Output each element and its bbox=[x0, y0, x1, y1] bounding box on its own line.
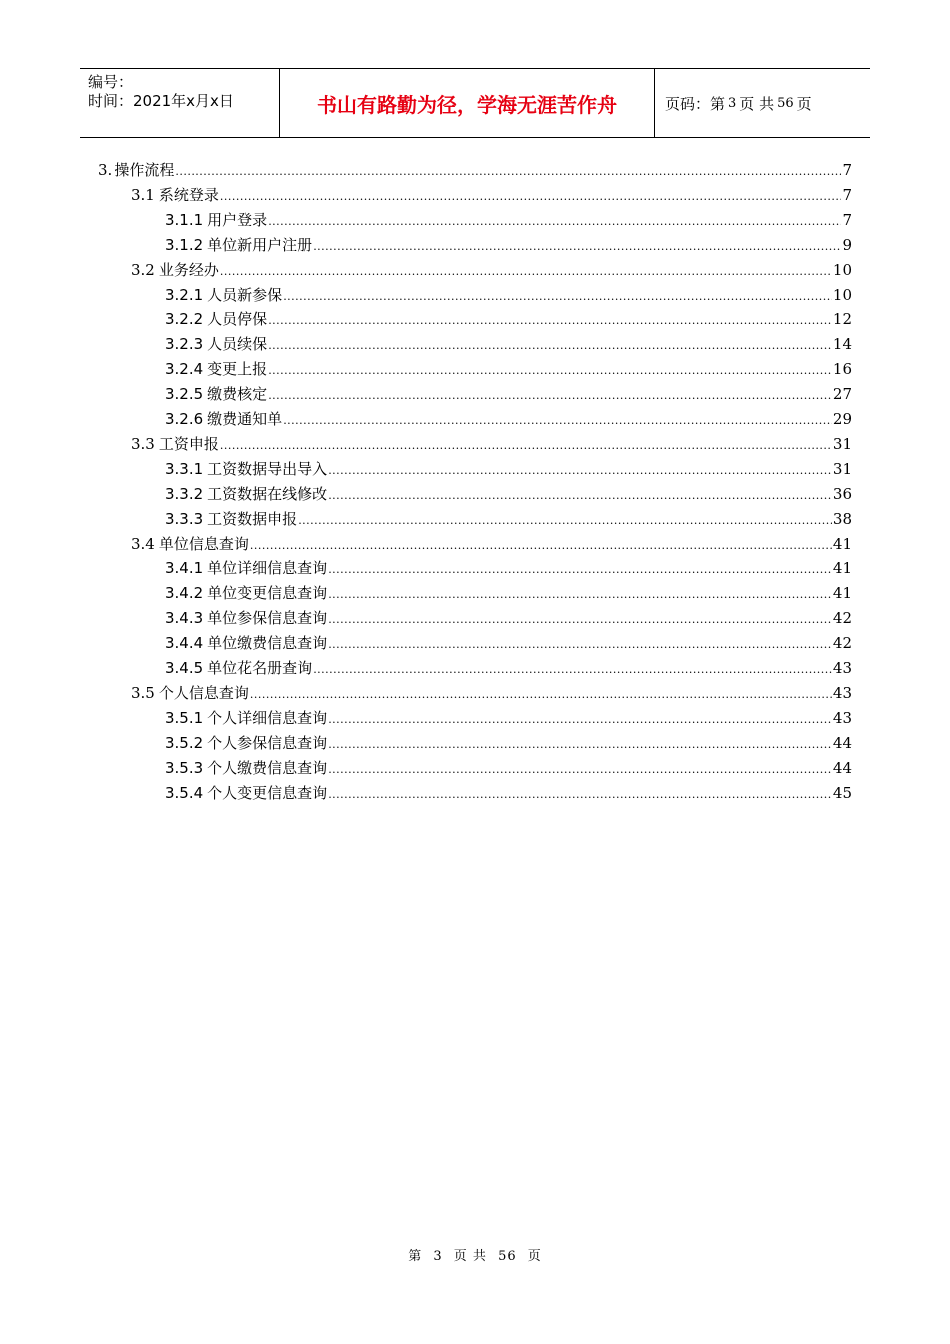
footer-suffix: 页 bbox=[527, 1249, 542, 1264]
toc-leader-dots bbox=[328, 633, 832, 657]
toc-entry[interactable] bbox=[165, 332, 852, 356]
toc-leader-dots bbox=[328, 558, 832, 582]
toc-leader-dots bbox=[268, 359, 832, 383]
toc-entry-number: 3.5.4 bbox=[165, 783, 204, 802]
toc-leader-dots bbox=[313, 658, 832, 682]
toc-entry-title: 个人缴费信息查询 bbox=[207, 758, 328, 777]
toc-leader-dots bbox=[283, 285, 832, 309]
toc-entry[interactable] bbox=[165, 606, 852, 630]
page-prefix: 页码：第 bbox=[665, 94, 726, 113]
toc-entry-number: 3.4.3 bbox=[165, 609, 204, 628]
toc-entry[interactable] bbox=[165, 781, 852, 805]
toc-entry-title: 用户登录 bbox=[207, 210, 268, 229]
toc-entry-page: 7 bbox=[842, 185, 852, 204]
toc-entry[interactable] bbox=[165, 656, 852, 680]
toc-entry-number: 3.5.3 bbox=[165, 758, 204, 777]
footer-prefix: 第 bbox=[408, 1249, 423, 1264]
toc-entry-number: 3.1 bbox=[131, 185, 155, 204]
toc-leader-dots bbox=[328, 459, 832, 483]
page-suffix: 页 bbox=[796, 94, 812, 113]
toc-entry[interactable] bbox=[165, 233, 852, 257]
toc-entry-title: 业务经办 bbox=[158, 260, 219, 279]
header-motto: 书山有路勤为径，学海无涯苦作舟 bbox=[280, 69, 655, 137]
toc-entry-number: 3.4 bbox=[131, 534, 155, 553]
toc-entry-number: 3.1.1 bbox=[165, 210, 204, 229]
toc-entry[interactable] bbox=[165, 731, 852, 755]
toc-entry-title: 单位信息查询 bbox=[158, 534, 249, 553]
page-current: 3 bbox=[728, 95, 737, 111]
toc-entry-page: 36 bbox=[832, 484, 852, 503]
toc-entry[interactable] bbox=[165, 457, 852, 481]
toc-entry[interactable] bbox=[131, 681, 852, 705]
toc-leader-dots bbox=[328, 733, 832, 757]
toc-entry-title: 工资申报 bbox=[158, 434, 219, 453]
toc-entry-number: 3.2.5 bbox=[165, 385, 204, 404]
toc-entry[interactable] bbox=[165, 756, 852, 780]
toc-entry-page: 43 bbox=[832, 659, 852, 677]
toc-entry-page: 41 bbox=[832, 584, 852, 603]
toc-entry-page: 31 bbox=[832, 459, 852, 478]
toc-entry-number: 3.3.2 bbox=[165, 484, 204, 503]
toc-entry-number: 3.2.3 bbox=[165, 335, 204, 354]
toc-entry-number: 3.3.1 bbox=[165, 459, 204, 478]
toc-entry-number: 3.2.2 bbox=[165, 310, 204, 329]
toc-entry-page: 42 bbox=[832, 634, 852, 653]
toc-entry[interactable] bbox=[165, 631, 852, 655]
header-meta bbox=[80, 69, 280, 137]
toc-entry-page: 44 bbox=[832, 733, 852, 752]
toc-entry-page: 12 bbox=[832, 310, 852, 329]
page-footer bbox=[0, 1245, 950, 1264]
toc-entry-number: 3.4.4 bbox=[165, 634, 204, 653]
toc-entry-number: 3.2.4 bbox=[165, 360, 204, 379]
toc-entry[interactable] bbox=[165, 283, 852, 307]
toc-entry-page: 9 bbox=[842, 235, 852, 254]
toc-entry-title: 单位参保信息查询 bbox=[207, 609, 328, 628]
toc-leader-dots bbox=[220, 185, 842, 209]
toc-entry-page: 43 bbox=[832, 708, 852, 727]
toc-entry-page: 27 bbox=[832, 385, 852, 404]
footer-current: 3 bbox=[433, 1249, 443, 1264]
toc-entry-page: 16 bbox=[832, 360, 852, 379]
toc-leader-dots bbox=[268, 210, 841, 234]
toc-entry-number: 3.4.1 bbox=[165, 559, 204, 578]
toc-entry-page: 14 bbox=[832, 335, 852, 354]
toc-entry-title: 操作流程 bbox=[114, 161, 175, 179]
toc-entry[interactable] bbox=[165, 407, 852, 431]
toc-entry-number: 3.5.1 bbox=[165, 708, 204, 727]
toc-entry-page: 31 bbox=[832, 434, 852, 453]
toc-entry-page: 43 bbox=[832, 683, 852, 702]
toc-leader-dots bbox=[328, 758, 832, 782]
toc-leader-dots bbox=[328, 783, 832, 807]
toc-entry-number: 3.2 bbox=[131, 260, 155, 279]
toc-entry-page: 41 bbox=[832, 534, 852, 553]
toc-entry[interactable] bbox=[165, 507, 852, 531]
toc-entry[interactable] bbox=[165, 706, 852, 730]
toc-entry-page: 7 bbox=[842, 161, 852, 179]
toc-entry[interactable] bbox=[131, 432, 852, 456]
toc-entry-title: 人员停保 bbox=[207, 310, 268, 329]
toc-entry-title: 单位详细信息查询 bbox=[207, 559, 328, 578]
toc-entry[interactable] bbox=[165, 307, 852, 331]
toc-entry-title: 个人详细信息查询 bbox=[207, 708, 328, 727]
toc-entry-number: 3.2.6 bbox=[165, 410, 204, 428]
toc-entry-page: 41 bbox=[832, 559, 852, 578]
toc-entry-number: 3.5 bbox=[131, 683, 155, 702]
toc-entry-page: 7 bbox=[842, 210, 852, 229]
toc-leader-dots bbox=[313, 235, 841, 259]
toc-leader-dots bbox=[268, 309, 832, 333]
toc-entry-page: 45 bbox=[832, 783, 852, 802]
toc-entry[interactable] bbox=[165, 482, 852, 506]
code-label: 编号： bbox=[88, 73, 134, 91]
toc-entry[interactable] bbox=[165, 581, 852, 605]
footer-total: 56 bbox=[498, 1249, 517, 1264]
toc-entry-number: 3.4.5 bbox=[165, 659, 204, 677]
toc-entry-page: 10 bbox=[832, 260, 852, 279]
toc-entry[interactable] bbox=[165, 208, 852, 232]
toc-entry-title: 工资数据申报 bbox=[207, 509, 298, 528]
toc-leader-dots bbox=[328, 608, 832, 632]
toc-leader-dots bbox=[250, 683, 832, 707]
toc-entry-title: 工资数据在线修改 bbox=[207, 484, 328, 503]
footer-mid: 页 共 bbox=[453, 1249, 487, 1264]
toc-entry-number: 3.3.3 bbox=[165, 509, 204, 528]
toc-entry[interactable] bbox=[165, 556, 852, 580]
page-total: 56 bbox=[777, 95, 794, 111]
toc-entry-page: 44 bbox=[832, 758, 852, 777]
toc-entry-title: 变更上报 bbox=[207, 360, 268, 379]
toc-entry[interactable] bbox=[131, 258, 852, 282]
toc-entry[interactable] bbox=[165, 382, 852, 406]
toc-entry[interactable] bbox=[131, 532, 852, 556]
time-label: 时间：2021年x月x日 bbox=[88, 92, 234, 110]
page-mid: 页 共 bbox=[739, 94, 775, 113]
toc-entry-page: 42 bbox=[832, 609, 852, 628]
toc-leader-dots bbox=[250, 534, 832, 558]
toc-entry[interactable] bbox=[131, 183, 852, 207]
toc-entry-title: 人员新参保 bbox=[207, 285, 283, 304]
toc-entry[interactable] bbox=[98, 158, 852, 182]
toc-leader-dots bbox=[268, 334, 832, 358]
toc-entry-title: 工资数据导出导入 bbox=[207, 459, 328, 478]
toc-entry-page: 29 bbox=[832, 410, 852, 428]
toc-leader-dots bbox=[220, 260, 832, 284]
toc-entry-number: 3.4.2 bbox=[165, 584, 204, 603]
toc-entry-title: 缴费通知单 bbox=[207, 410, 283, 428]
toc-entry-title: 个人参保信息查询 bbox=[207, 733, 328, 752]
toc-entry-title: 个人变更信息查询 bbox=[207, 783, 328, 802]
page-header bbox=[80, 68, 870, 138]
toc-entry-title: 系统登录 bbox=[158, 185, 219, 204]
toc-leader-dots bbox=[268, 384, 832, 408]
toc-entry-number: 3.1.2 bbox=[165, 235, 204, 254]
toc-leader-dots bbox=[328, 484, 832, 508]
toc-leader-dots bbox=[283, 409, 832, 433]
toc-leader-dots bbox=[328, 583, 832, 607]
toc-entry[interactable] bbox=[165, 357, 852, 381]
toc-entry-title: 单位花名册查询 bbox=[207, 659, 313, 677]
toc-leader-dots bbox=[175, 160, 841, 184]
toc-leader-dots bbox=[328, 708, 832, 732]
toc-entry-title: 缴费核定 bbox=[207, 385, 268, 404]
toc-entry-title: 人员续保 bbox=[207, 335, 268, 354]
toc-entry-page: 38 bbox=[832, 509, 852, 528]
toc-leader-dots bbox=[220, 434, 832, 458]
toc-entry-title: 单位缴费信息查询 bbox=[207, 634, 328, 653]
toc-entry-title: 单位新用户注册 bbox=[207, 235, 313, 254]
toc-leader-dots bbox=[298, 509, 832, 533]
toc-entry-page: 10 bbox=[832, 285, 852, 304]
toc-entry-number: 3.2.1 bbox=[165, 285, 204, 304]
toc-entry-number: 3.3 bbox=[131, 434, 155, 453]
toc-entry-number: 3.5.2 bbox=[165, 733, 204, 752]
header-page-info bbox=[655, 69, 870, 137]
toc-entry-number: 3. bbox=[98, 161, 113, 179]
toc-entry-title: 个人信息查询 bbox=[158, 683, 249, 702]
toc-entry-title: 单位变更信息查询 bbox=[207, 584, 328, 603]
